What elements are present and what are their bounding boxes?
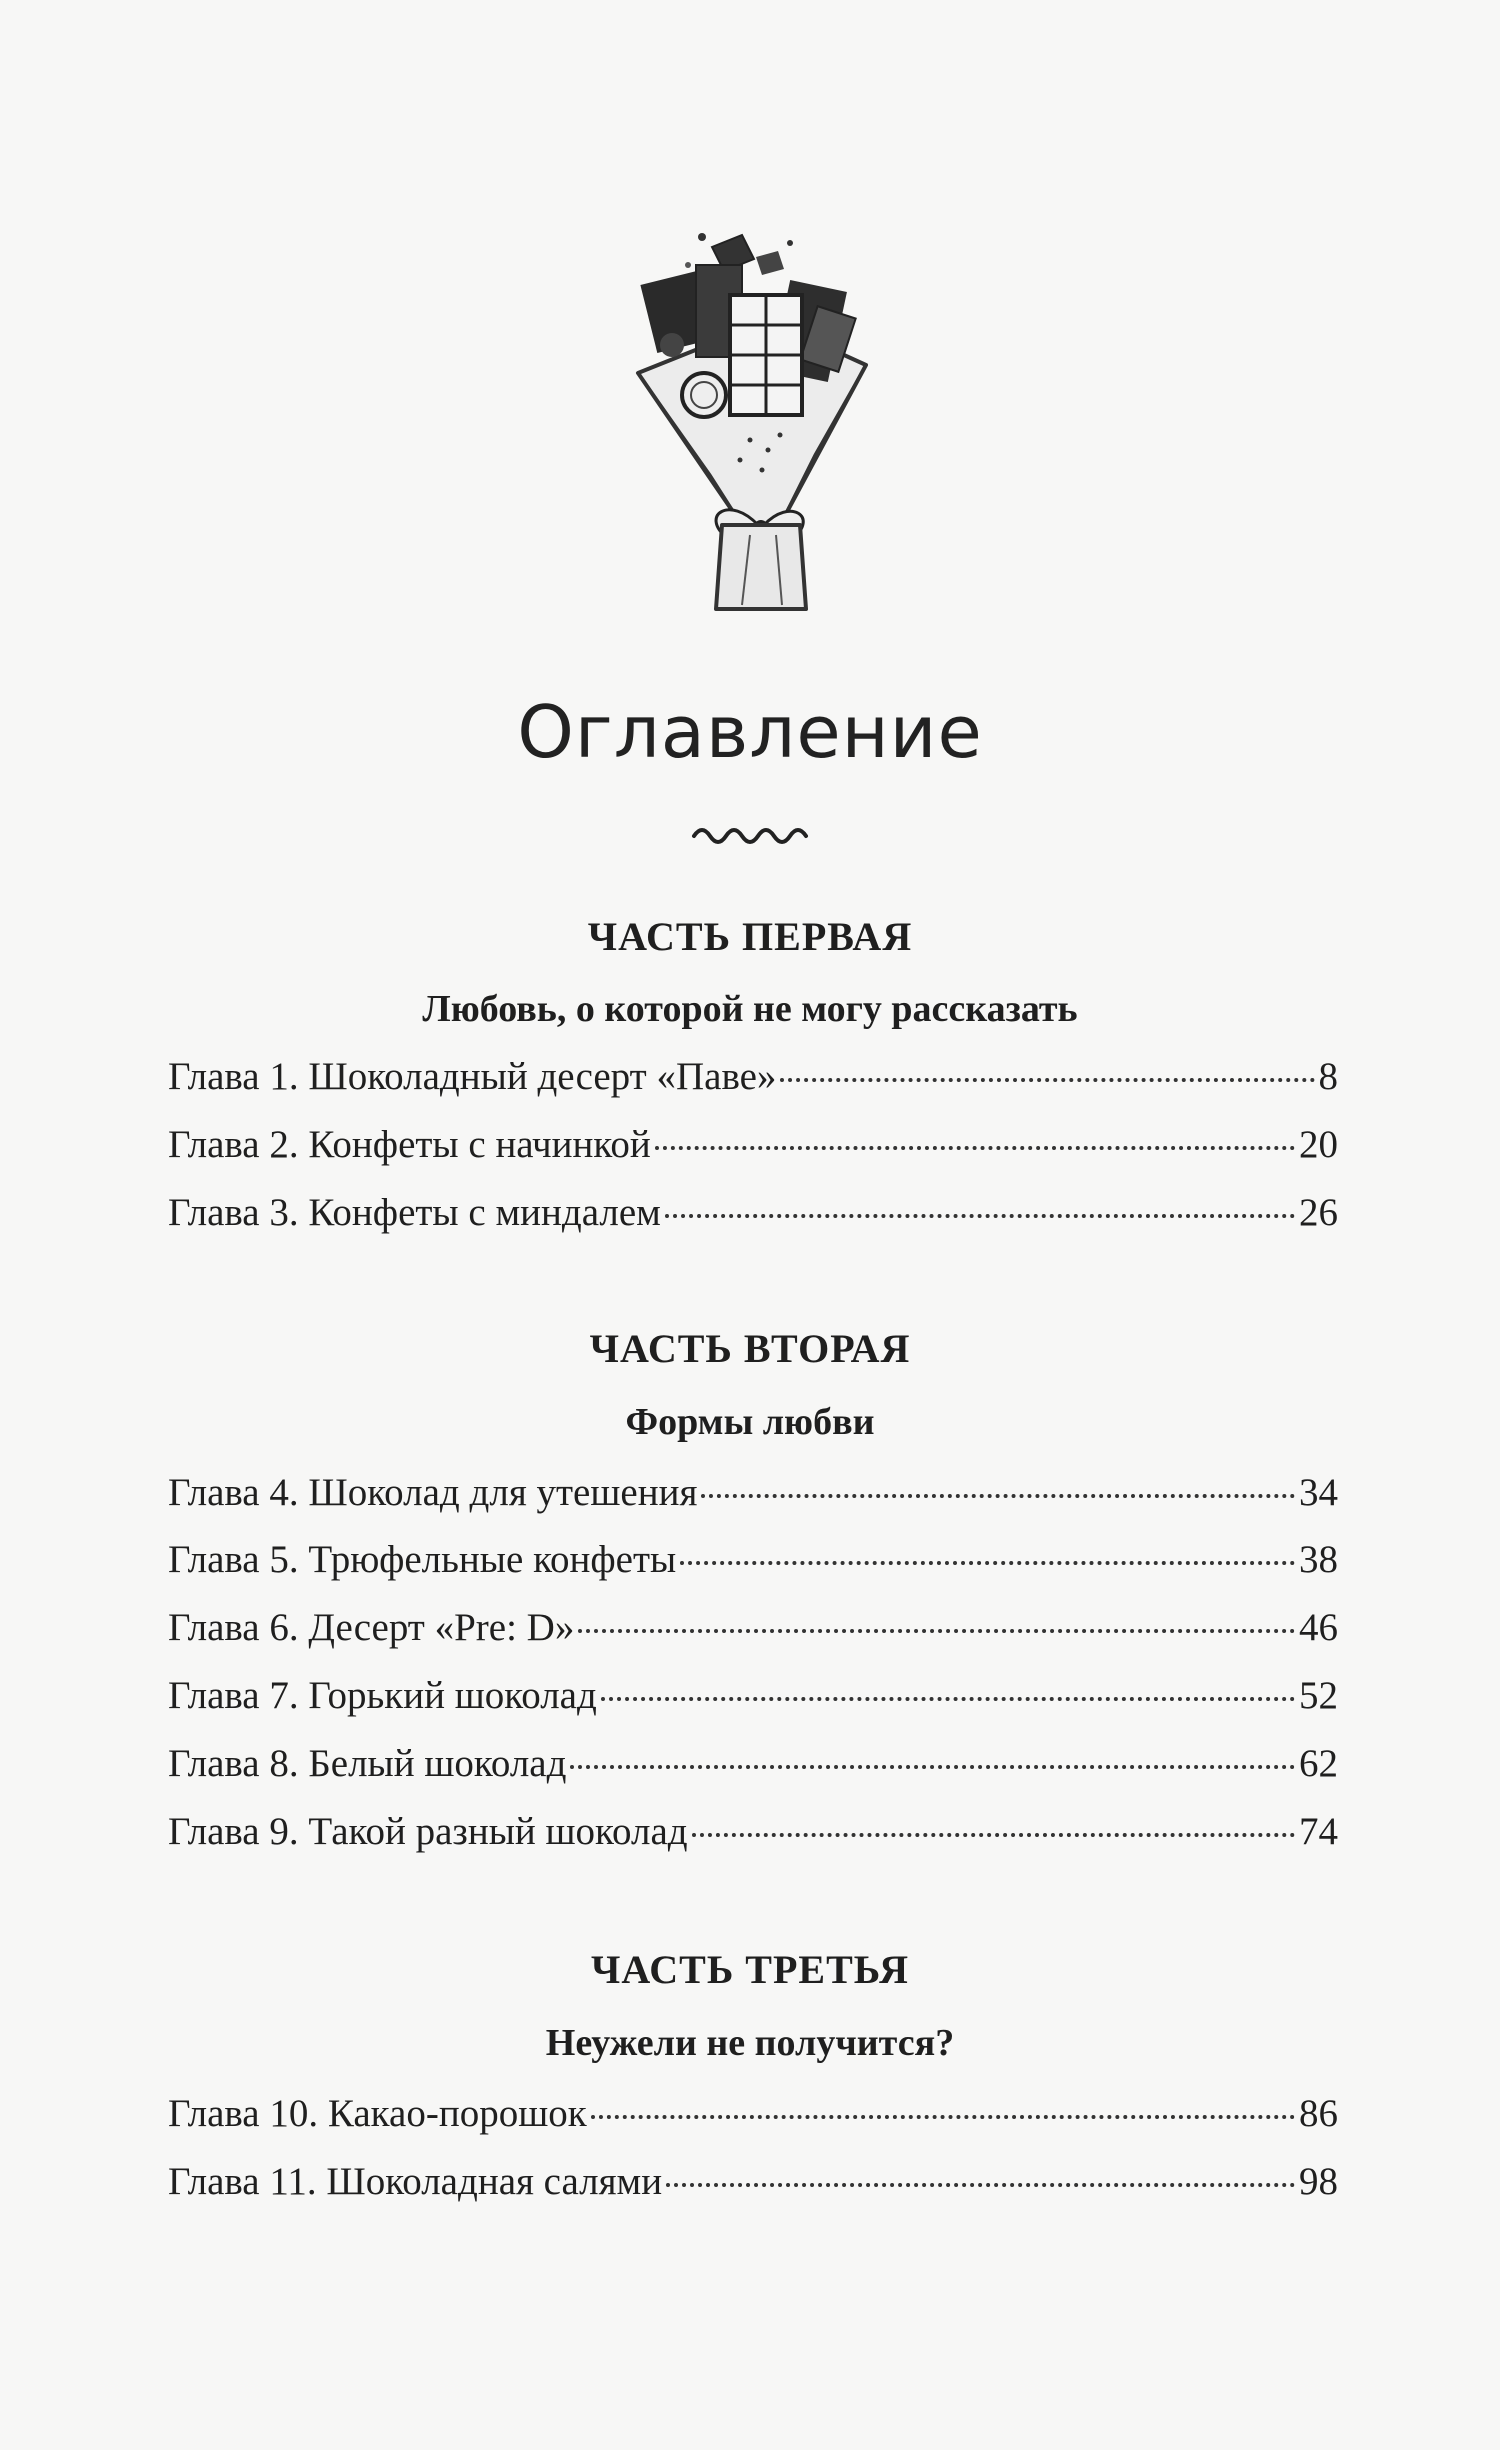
page-number: 62: [1299, 1742, 1338, 1785]
dot-leader: [680, 1561, 1295, 1565]
page-title: Оглавление: [517, 690, 983, 774]
part-label: ЧАСТЬ ПЕРВАЯ: [587, 914, 913, 959]
part-label: ЧАСТЬ ТРЕТЬЯ: [591, 1947, 909, 1992]
chapter-title: Десерт «Pre: D»: [308, 1606, 575, 1649]
toc-entry[interactable]: [168, 1600, 1338, 1656]
page-number: 20: [1299, 1123, 1338, 1166]
chapter-number: Глава 1.: [168, 1055, 309, 1098]
dot-leader: [701, 1494, 1295, 1498]
chapter-number: Глава 4.: [168, 1471, 309, 1514]
chapter-number: Глава 9.: [168, 1810, 309, 1853]
chapter-number: Глава 5.: [168, 1538, 309, 1581]
page-number: 52: [1299, 1674, 1338, 1717]
chapter-title: Шоколадный десерт «Паве»: [308, 1055, 777, 1098]
chapter-number: Глава 7.: [168, 1674, 309, 1717]
dot-leader: [666, 2183, 1295, 2187]
toc-entry[interactable]: [168, 1465, 1338, 1521]
part-subtitle: Любовь, о которой не могу рассказать: [422, 988, 1078, 1030]
toc-entry[interactable]: [168, 1668, 1338, 1724]
dot-leader: [665, 1214, 1295, 1218]
dot-leader: [591, 2115, 1295, 2119]
toc-entry[interactable]: [168, 1117, 1338, 1173]
chapter-title: Белый шоколад: [308, 1742, 567, 1785]
page-number: 98: [1299, 2160, 1338, 2203]
dot-leader: [780, 1078, 1314, 1082]
toc-entry[interactable]: [168, 2154, 1338, 2210]
toc-entry[interactable]: [168, 1736, 1338, 1792]
chapter-number: Глава 3.: [168, 1191, 309, 1234]
part-label: ЧАСТЬ ВТОРАЯ: [589, 1326, 911, 1371]
dot-leader: [601, 1697, 1295, 1701]
page-number: 74: [1299, 1810, 1338, 1853]
toc-entry[interactable]: [168, 2086, 1338, 2142]
dot-leader: [655, 1146, 1295, 1150]
dot-leader: [692, 1833, 1295, 1837]
chapter-number: Глава 6.: [168, 1606, 309, 1649]
chapter-title: Конфеты с миндалем: [308, 1191, 661, 1234]
chapter-title: Такой разный шоколад: [308, 1810, 688, 1853]
toc-entry[interactable]: [168, 1532, 1338, 1588]
chapter-title: Трюфельные конфеты: [308, 1538, 677, 1581]
chapter-title: Шоколад для утешения: [308, 1471, 698, 1514]
dot-leader: [578, 1629, 1295, 1633]
chocolate-bouquet-icon: [630, 225, 880, 625]
page-number: 46: [1299, 1606, 1338, 1649]
page-number: 8: [1318, 1055, 1338, 1098]
dot-leader: [570, 1765, 1295, 1769]
part-subtitle: Формы любви: [625, 1401, 875, 1443]
page-number: 38: [1299, 1538, 1338, 1581]
chapter-number: Глава 11.: [168, 2160, 327, 2203]
chapter-number: Глава 8.: [168, 1742, 309, 1785]
wave-divider-icon: [690, 822, 810, 850]
part-subtitle: Неужели не получится?: [545, 2022, 955, 2064]
chapter-number: Глава 2.: [168, 1123, 309, 1166]
toc-entry[interactable]: [168, 1804, 1338, 1860]
chapter-number: Глава 10.: [168, 2092, 328, 2135]
chapter-title: Какао-порошок: [327, 2092, 587, 2135]
page-number: 86: [1299, 2092, 1338, 2135]
toc-entry[interactable]: [168, 1185, 1338, 1241]
page-number: 26: [1299, 1191, 1338, 1234]
chapter-title: Конфеты с начинкой: [308, 1123, 651, 1166]
toc-entry[interactable]: [168, 1049, 1338, 1105]
chapter-title: Шоколадная салями: [326, 2160, 663, 2203]
page-number: 34: [1299, 1471, 1338, 1514]
chapter-title: Горький шоколад: [308, 1674, 597, 1717]
